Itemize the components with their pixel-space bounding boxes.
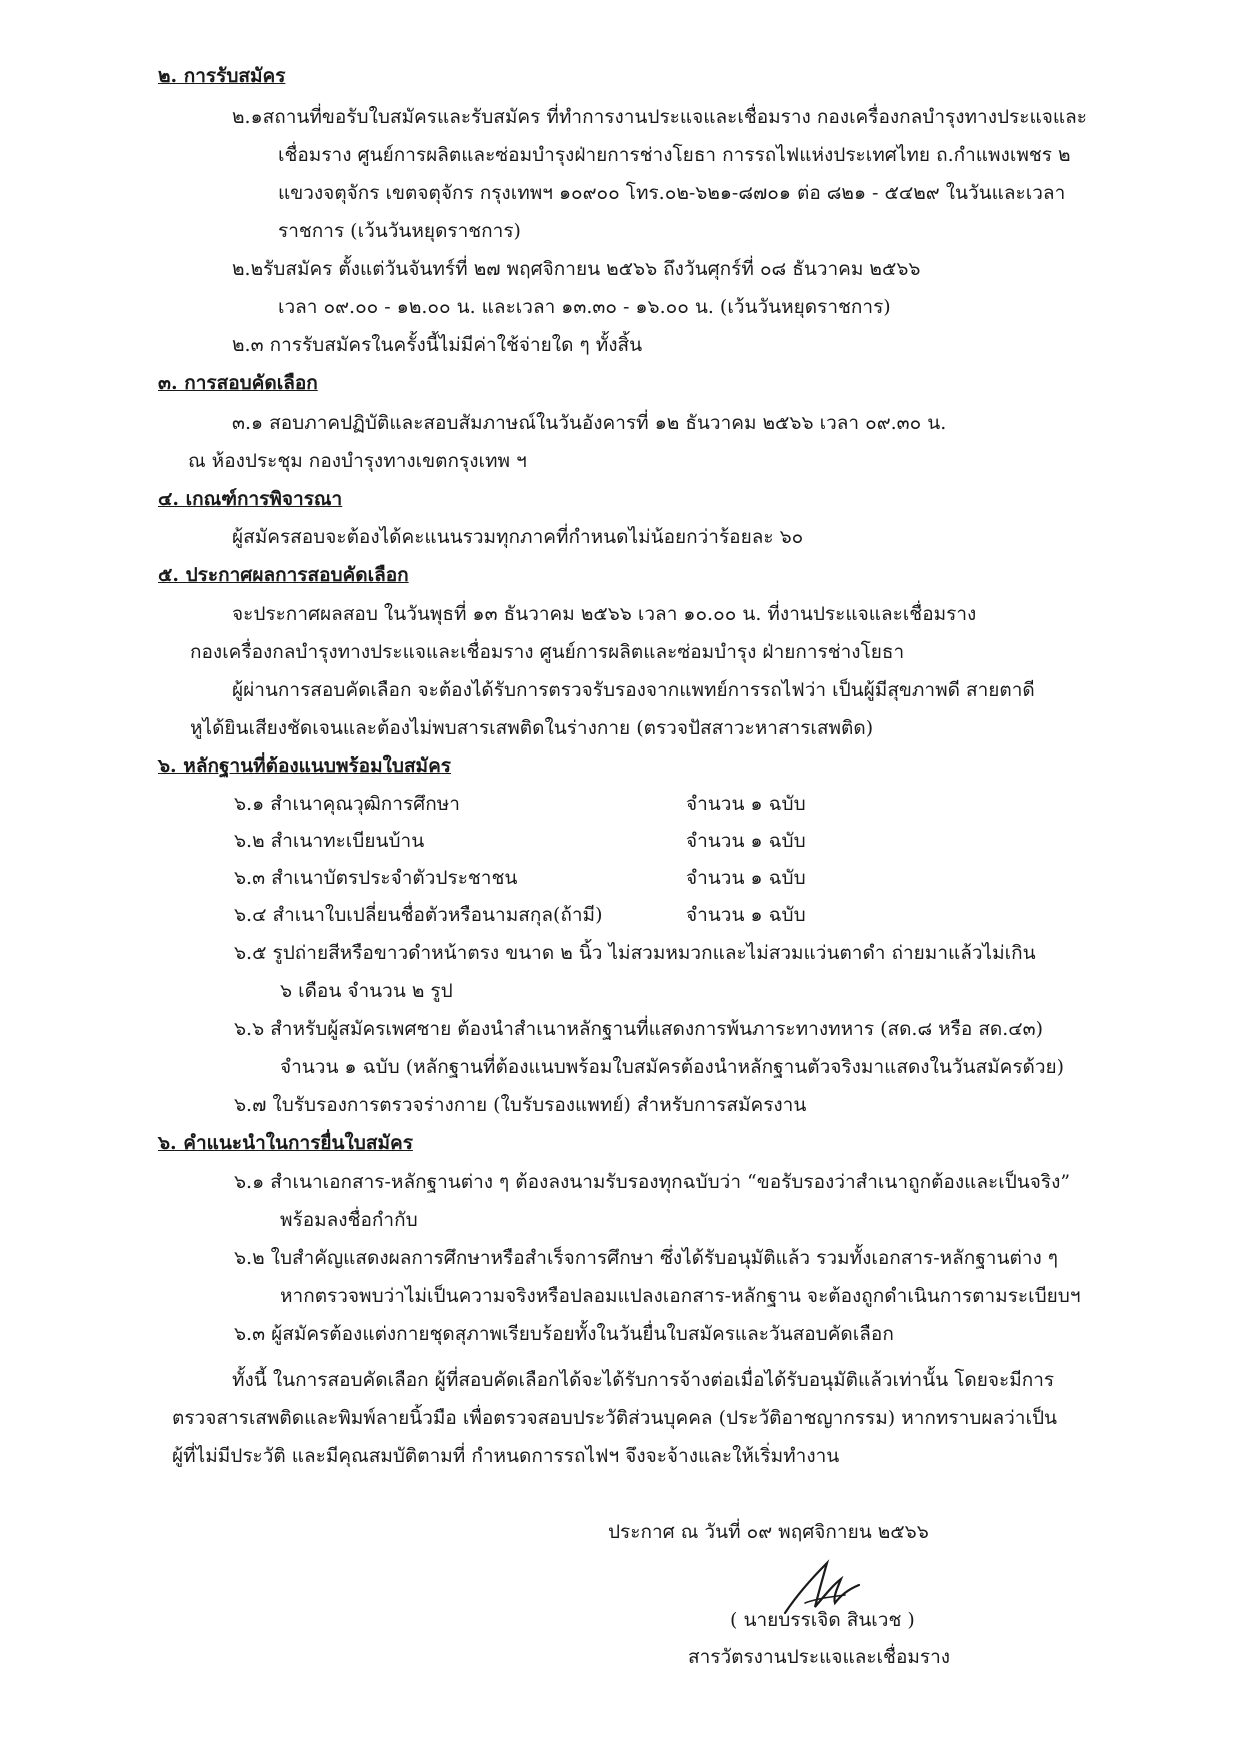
- section-2-2-line-2: เวลา ๐๙.๐๐ - ๑๒.๐๐ น. และเวลา ๑๓.๓๐ - ๑๖.๐๐ น. (เว้นวันหยุดราชการ): [278, 296, 891, 318]
- section-6-5-line-1: ๖.๕ รูปถ่ายสีหรือขาวดำหน้าตรง ขนาด ๒ นิ้ว ไม่สวมหมวกและไม่สวมแว่นตาดำ ถ่ายมาแล้วไม่เกิน: [234, 942, 1036, 964]
- instruction-2-line-2: หากตรวจพบว่าไม่เป็นความจริงหรือปลอมแปลงเอกสาร-หลักฐาน จะต้องถูกดำเนินการตามระเบียบฯ: [280, 1285, 1081, 1307]
- section-5-line-1: จะประกาศผลสอบ ในวันพุธที่ ๑๓ ธันวาคม ๒๕๖๖ เวลา ๑๐.๐๐ น. ที่งานประแจและเชื่อมราง: [232, 603, 977, 625]
- section-4-heading: ๔. เกณฑ์การพิจารณา: [158, 488, 343, 510]
- section-3-heading: ๓. การสอบคัดเลือก: [158, 372, 318, 394]
- doc-item-label: ๖.๒ สำเนาทะเบียนบ้าน: [234, 830, 425, 852]
- doc-item-label: ๖.๔ สำเนาใบเปลี่ยนชื่อตัวหรือนามสกุล(ถ้ามี): [234, 904, 603, 926]
- section-6-6-line-1: ๖.๖ สำหรับผู้สมัครเพศชาย ต้องนำสำเนาหลักฐานที่แสดงการพ้นภาระทางทหาร (สด.๘ หรือ สด.๔๓): [234, 1018, 1044, 1040]
- instruction-3: ๖.๓ ผู้สมัครต้องแต่งกายชุดสุภาพเรียบร้อยทั้งในวันยื่นใบสมัครและวันสอบคัดเลือก: [234, 1323, 894, 1345]
- announcement-date: ประกาศ ณ วันที่ ๐๙ พฤศจิกายน ๒๕๖๖: [608, 1521, 929, 1543]
- doc-item-qty: จำนวน ๑ ฉบับ: [686, 793, 806, 815]
- section-4-text: ผู้สมัครสอบจะต้องได้คะแนนรวมทุกภาคที่กำหนดไม่น้อยกว่าร้อยละ ๖๐: [232, 526, 804, 548]
- section-6-heading: ๖. หลักฐานที่ต้องแนบพร้อมใบสมัคร: [158, 755, 451, 777]
- section-5-line-2: กองเครื่องกลบำรุงทางประแจและเชื่อมราง ศูนย์การผลิตและซ่อมบำรุง ฝ่ายการช่างโยธา: [190, 641, 905, 663]
- signer-name: ( นายบรรเจิด สินเวช ): [730, 1609, 915, 1631]
- section-2-1-line-1: ๒.๑สถานที่ขอรับใบสมัครและรับสมัคร ที่ทำการงานประแจและเชื่อมราง กองเครื่องกลบำรุงทางประแจและ: [232, 106, 1087, 128]
- section-2-1-line-2: เชื่อมราง ศูนย์การผลิตและซ่อมบำรุงฝ่ายการช่างโยธา การรถไฟแห่งประเทศไทย ถ.กำแพงเพชร ๒: [278, 144, 1071, 166]
- closing-line-1: ทั้งนี้ ในการสอบคัดเลือก ผู้ที่สอบคัดเลือกได้จะได้รับการจ้างต่อเมื่อได้รับอนุมัติแล้วเท่านั้น โดยจะมีการ: [232, 1369, 1055, 1391]
- section-6-6-line-2: จำนวน ๑ ฉบับ (หลักฐานที่ต้องแนบพร้อมใบสมัครต้องนำหลักฐานตัวจริงมาแสดงในวันสมัครด้วย): [280, 1056, 1065, 1078]
- section-2-1-line-3: แขวงจตุจักร เขตจตุจักร กรุงเทพฯ ๑๐๙๐๐ โทร.๐๒-๖๒๑-๘๗๐๑ ต่อ ๘๒๑ - ๕๔๒๙ ในวันและเวลา: [278, 182, 1066, 204]
- doc-item-label: ๖.๓ สำเนาบัตรประจำตัวประชาชน: [234, 867, 518, 889]
- doc-item-label: ๖.๑ สำเนาคุณวุฒิการศึกษา: [234, 793, 460, 815]
- instruction-1-line-1: ๖.๑ สำเนาเอกสาร-หลักฐานต่าง ๆ ต้องลงนามรับรองทุกฉบับว่า “ขอรับรองว่าสำเนาถูกต้องและเป็นจริง”: [234, 1171, 1071, 1193]
- section-2-heading: ๒. การรับสมัคร: [158, 65, 286, 87]
- section-6-7: ๖.๗ ใบรับรองการตรวจร่างกาย (ใบรับรองแพทย์) สำหรับการสมัครงาน: [234, 1094, 807, 1116]
- doc-item-qty: จำนวน ๑ ฉบับ: [686, 867, 806, 889]
- instruction-1-line-2: พร้อมลงชื่อกำกับ: [280, 1209, 418, 1231]
- section-6-5-line-2: ๖ เดือน จำนวน ๒ รูป: [280, 980, 453, 1002]
- section-5-line-3: ผู้ผ่านการสอบคัดเลือก จะต้องได้รับการตรวจรับรองจากแพทย์การรถไฟว่า เป็นผู้มีสุขภาพดี สายตาดี: [232, 679, 1035, 701]
- section-2-3: ๒.๓ การรับสมัครในครั้งนี้ไม่มีค่าใช้จ่ายใด ๆ ทั้งสิ้น: [232, 334, 643, 356]
- section-3-1-line-1: ๓.๑ สอบภาคปฏิบัติและสอบสัมภาษณ์ในวันอังคารที่ ๑๒ ธันวาคม ๒๕๖๖ เวลา ๐๙.๓๐ น.: [232, 412, 947, 434]
- instruction-2-line-1: ๖.๒ ใบสำคัญแสดงผลการศึกษาหรือสำเร็จการศึกษา ซึ่งได้รับอนุมัติแล้ว รวมทั้งเอกสาร-หลักฐานต่าง ๆ: [234, 1247, 1058, 1269]
- section-instructions-heading: ๖. คำแนะนำในการยื่นใบสมัคร: [158, 1132, 413, 1154]
- section-2-1-line-4: ราชการ (เว้นวันหยุดราชการ): [278, 220, 521, 242]
- section-5-line-4: หูได้ยินเสียงชัดเจนและต้องไม่พบสารเสพติดในร่างกาย (ตรวจปัสสาวะหาสารเสพติด): [190, 717, 874, 739]
- doc-item-qty: จำนวน ๑ ฉบับ: [686, 904, 806, 926]
- section-3-1-line-2: ณ ห้องประชุม กองบำรุงทางเขตกรุงเทพ ฯ: [188, 450, 527, 472]
- closing-line-2: ตรวจสารเสพติดและพิมพ์ลายนิ้วมือ เพื่อตรวจสอบประวัติส่วนบุคคล (ประวัติอาชญากรรม) หากทราบผลว่าเป็น: [172, 1407, 1058, 1429]
- section-5-heading: ๕. ประกาศผลการสอบคัดเลือก: [158, 564, 409, 586]
- section-2-2-line-1: ๒.๒รับสมัคร ตั้งแต่วันจันทร์ที่ ๒๗ พฤศจิกายน ๒๕๖๖ ถึงวันศุกร์ที่ ๐๘ ธันวาคม ๒๕๖๖: [232, 258, 921, 280]
- closing-line-3: ผู้ที่ไม่มีประวัติ และมีคุณสมบัติตามที่ กำหนดการรถไฟฯ จึงจะจ้างและให้เริ่มทำงาน: [172, 1445, 840, 1467]
- signer-position: สารวัตรงานประแจและเชื่อมราง: [688, 1646, 951, 1668]
- doc-item-qty: จำนวน ๑ ฉบับ: [686, 830, 806, 852]
